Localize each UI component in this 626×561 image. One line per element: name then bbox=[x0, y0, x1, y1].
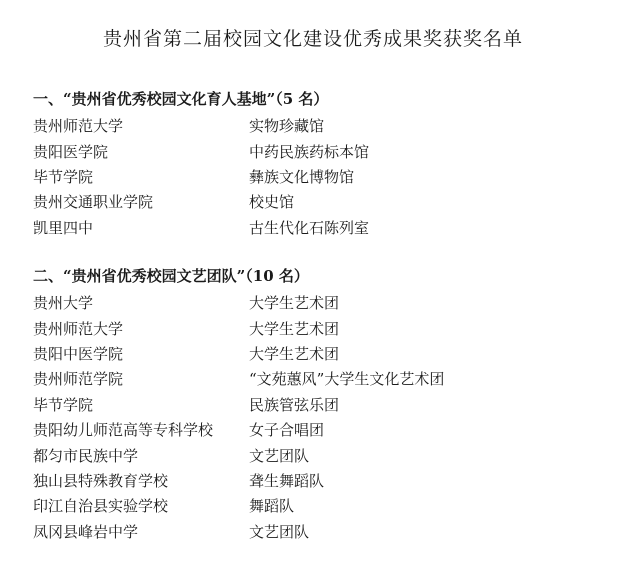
list-item bbox=[33, 215, 613, 240]
award-item: 大学生艺术团 bbox=[249, 344, 340, 363]
section-heading: 一、“贵州省优秀校园文化育人基地”（5 名） bbox=[33, 90, 329, 108]
list-item bbox=[33, 113, 613, 138]
organization-name: 都匀市民族中学 bbox=[33, 446, 139, 465]
document-title: 贵州省第二届校园文化建设优秀成果奖获奖名单 bbox=[102, 28, 523, 50]
list-item bbox=[33, 164, 613, 189]
list-item bbox=[33, 442, 613, 467]
award-item: 大学生艺术团 bbox=[249, 319, 340, 338]
list-item bbox=[33, 290, 613, 315]
award-item: 文艺团队 bbox=[249, 522, 310, 541]
award-item: 聋生舞蹈队 bbox=[249, 471, 325, 490]
list-item bbox=[33, 392, 613, 417]
list-item bbox=[33, 366, 613, 391]
organization-name: 贵阳幼儿师范高等专科学校 bbox=[33, 421, 214, 440]
organization-name: 印江自治县实验学校 bbox=[33, 497, 169, 516]
award-item: 女子合唱团 bbox=[249, 421, 325, 440]
organization-name: 贵阳医学院 bbox=[33, 142, 109, 161]
organization-name: 凤冈县峰岩中学 bbox=[33, 522, 139, 541]
award-item: 舞蹈队 bbox=[249, 497, 295, 516]
organization-name: 毕节学院 bbox=[33, 167, 94, 186]
list-item bbox=[33, 315, 613, 340]
award-item: 民族管弦乐团 bbox=[249, 395, 340, 414]
award-item: 文艺团队 bbox=[249, 446, 310, 465]
organization-name: 贵州大学 bbox=[33, 294, 94, 313]
organization-name: 贵州师范大学 bbox=[33, 319, 124, 338]
award-item: “文苑蕙风”大学生文化艺术团 bbox=[249, 370, 445, 389]
list-item bbox=[33, 189, 613, 214]
list-item bbox=[33, 417, 613, 442]
organization-name: 贵州交通职业学院 bbox=[33, 193, 154, 212]
section-heading: 二、“贵州省优秀校园文艺团队”（10 名） bbox=[33, 267, 309, 285]
list-item bbox=[33, 519, 613, 544]
award-item: 彝族文化博物馆 bbox=[249, 167, 355, 186]
list-item bbox=[33, 493, 613, 518]
list-item bbox=[33, 138, 613, 163]
list-item bbox=[33, 341, 613, 366]
organization-name: 贵州师范大学 bbox=[33, 117, 124, 136]
award-item: 中药民族药标本馆 bbox=[249, 142, 370, 161]
organization-name: 贵阳中医学院 bbox=[33, 344, 124, 363]
organization-name: 贵州师范学院 bbox=[33, 370, 124, 389]
organization-name: 独山县特殊教育学校 bbox=[33, 471, 169, 490]
award-item: 实物珍藏馆 bbox=[249, 117, 325, 136]
award-item: 校史馆 bbox=[249, 193, 295, 212]
award-item: 大学生艺术团 bbox=[249, 294, 340, 313]
award-item: 古生代化石陈列室 bbox=[249, 218, 370, 237]
section-art-teams bbox=[33, 265, 613, 544]
list-item bbox=[33, 468, 613, 493]
section-cultural-bases bbox=[33, 88, 613, 240]
organization-name: 毕节学院 bbox=[33, 395, 94, 414]
organization-name: 凯里四中 bbox=[33, 218, 94, 237]
